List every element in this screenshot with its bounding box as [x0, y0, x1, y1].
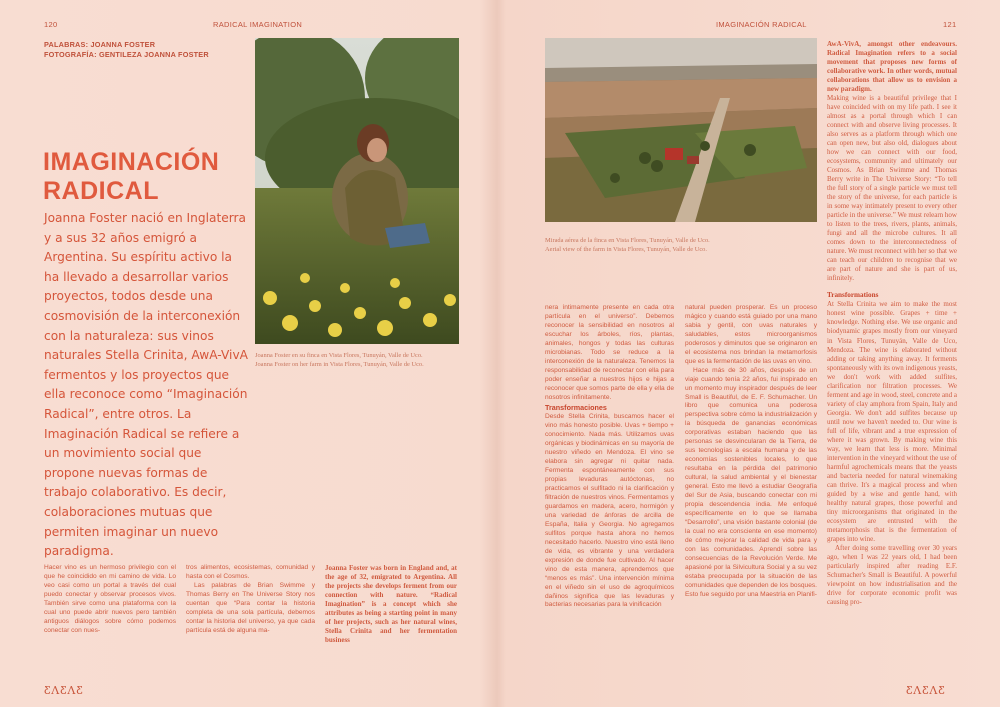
- aerial-caption-es: Mirada aérea de la finca en Vista Flores, Tunuyán, Valle de Uco.: [545, 237, 710, 244]
- right-column-2: [685, 304, 817, 646]
- left-column-2-para-2: Las palabras de Brian Swimme y Thomas Berry en The Universe Story nos cuentan que “Para contar la historia completa de una sola partícula, debemos contar la historia del universo, ya que cada partícula está de alguna ma-: [186, 581, 315, 634]
- english-para-3: After doing some travelling over 30 years ago, when I was 22 years old, I had been particularly inspired after reading E.F. Schumacher's Small is Beautiful. A powerful viewpoint on how industrialisation and the drive for corporate economic profit was causing pro-: [827, 543, 957, 606]
- credits: [44, 40, 209, 60]
- right-column-3-english: [827, 40, 957, 646]
- right-running-head: IMAGINACIÓN RADICAL: [716, 20, 807, 29]
- left-column-2-para-1: tros alimentos, ecosistemas, comunidad y hasta con el Cosmos.: [186, 564, 315, 580]
- right-column-2-para-2: Hace más de 30 años, después de un viaje cuando tenía 22 años, fui inspirado en un momento muy inspirador después de leer Small is Beautiful, de E. F. Schumacher. Un libro que comunica una poderosa perspectiva sobre cómo la industrialización y la búsqueda de ganancias económicas corporativas estaban haciendo que las personas se desvincularan de la Tierra, de sus tecnologías a escala humana y de las economías sostenibles locales, lo que resultaba en la pérdida del patrimonio cultural, la salud ambiental y el bienestar general. Esto me llevó a estudiar Geografía del Sur de Asia, buscando conectar con mi propia descendencia india. Me enfoqué específicamente en lo que se llamaba “Desarrollo”, una visión bastante colonial (de la cual no era consciente en ese momento) de cómo mejorar la calidad de vida para y con las comunidades. Aprendí sobre las consecuencias de la Revolución Verde. Me apasioné por la Silvicultura Social y a su vez estaba preocupada por la situación de las comunidades que dependen de los bosques. Esto fue seguido por una Maestría en Planifi-: [685, 366, 817, 598]
- portrait-photo: [255, 38, 459, 344]
- right-column-1: [545, 304, 674, 646]
- portrait-caption-en: Joanna Foster on her farm in Vista Flores, Tunuyán, Valle de Uco.: [255, 361, 424, 368]
- right-column-2-para-1: natural pueden prosperar. Es un proceso mágico y cuando está guiado por una mano sabia y gentil, con uvas naturales y saludables, estos microorganismos poderosos y diminutos que se originaron en el ecosistema nos brindan la metamorfosis que es la fermentación de las uvas en vino.: [685, 304, 817, 365]
- left-column-1: [44, 564, 176, 646]
- left-running-head: RADICAL IMAGINATION: [213, 20, 303, 29]
- left-column-2: [186, 564, 315, 646]
- left-column-1-text: Hacer vino es un hermoso privilegio con el que he coincidido en mi camino de vida. Lo veo casi como un portal a través del cual puedo conectar y observar procesos vivos. También sirve como una plataforma con la cual uno puede abrir nuevos pero también antiguos diálogos sobre cómo podemos conectar con nues-: [44, 564, 176, 634]
- subhead-transformaciones: Transformaciones: [545, 403, 607, 413]
- credit-words: PALABRAS: JOANNA FOSTER: [44, 40, 156, 49]
- left-column-3-english: [325, 564, 457, 646]
- lead-paragraph: Joanna Foster nació en Inglaterra y a sus 32 años emigró a Argentina. Su espíritu activo la ha llevado a desarrollar varios proyectos, todos desde una cosmovisión de la interconexión con la naturaleza: sus vinos naturales Stella Crinita, AwA-VivA fermentos y los proyectos que ella reconoce como “Imaginación Radical”, entre otros. La Imaginación Radical se refiere a un movimiento social que propone nuevas formas de trabajo colaborativo. Es decir, colaboraciones mutuas que permiten imaginar un nuevo paradigma.: [44, 211, 248, 559]
- aerial-photo: [545, 38, 817, 222]
- subhead-transformations: Transformations: [827, 291, 879, 300]
- right-folio: 121: [943, 20, 957, 29]
- english-intro-bold: AwA-VivA, amongst other endeavours. Radical Imagination refers to a social movement that proposes new forms of collaborative work. In other words, mutual collaborations that allow us to envision a new paradigm.: [827, 40, 957, 94]
- portrait-caption-es: Joanna Foster en su finca en Vista Flores, Tunuyán, Valle de Uco.: [255, 352, 423, 359]
- title-block: [43, 148, 253, 206]
- right-column-1-para-2: Desde Stella Crinita, buscamos hacer el vino más honesto posible. Uvas + tiempo + conocimiento. Nada más. Utilizamos uvas orgánicas y biodinámicas en su mayoría de nuestro viñedo en Mendoza. El vino se elabora sin agregar ni quitar nada. Fermenta espontáneamente con sus propias levaduras autóctonas, no practicamos el sulfitado ni la clarificación y filtración de nuestros vinos. Fermentamos y guardamos en madera, acero, hormigón y una variedad de ánforas de arcilla de España, Italia y Georgia. No agregamos sulfitos porque hasta ahora no hemos necesitado hacerlo. Nuestro vino está lleno de vida, es vibrante y una verdadera expresión de donde fue cultivado. Al hacer vino de esta manera, aprendemos que “menos es más”. Una intervención mínima en el viñedo sin el uso de agroquímicos dañinos significa que las levaduras y bacterias necesarias para la vinificación: [545, 413, 674, 609]
- left-column-3-text: Joanna Foster was born in England and, at the age of 32, emigrated to Argentina. All the projects she develops ferment from our connection with nature. “Radical Imagination” is a concept which she attributes as being a starting point in many of her projects, such as her natural wines, Stella Crinita and her fermentation business: [325, 564, 457, 645]
- credit-photo: FOTOGRAFÍA: GENTILEZA JOANNA FOSTER: [44, 50, 209, 59]
- left-footer-logo: ƸɅƸɅƸ: [44, 684, 84, 697]
- portrait-caption: [255, 351, 475, 369]
- right-column-1-para-1: nera íntimamente presente en cada otra partícula en el universo”. Debemos reconocer la sensibilidad en nosotros al escuchar los árboles, ríos, plantas, animales, hongos y todas las culturas microbianas. Todo se reduce a la interconexión de la naturaleza. Tenemos la responsabilidad de reconectar con ella para poder enseñar a nuestros hijos e hijas a reconocer que somos parte de ella y ella de nosotros infinitamente.: [545, 304, 674, 401]
- aerial-caption: [545, 236, 775, 254]
- english-para-2: At Stella Crinita we aim to make the most honest wine possible. Grapes + time + knowledge. Nothing else. We use organic and biodynamic grapes mostly from our vineyard in Vista Flores, Tunuyán, Valle de Uco, Mendoza. The wine is elaborated without adding or taking anything away. It ferments spontaneously with its own indigenous yeasts, we don't work with added sulfites, clarification nor filtration processes. We ferment and age in wood, steel, concrete and a variety of clay amphora from Spain, Italy and Georgia. We don't add sulfites because up until now we haven't needed to. Our wine is full of life, vibrant and a true expression of where it was grown. By making wine this way, we learn that less is more. Minimal intervention in the vineyard without the use of harmful agrochemicals means that the yeasts and bacteria needed for natural winemaking can thrive. It's a magical process and when guided by a wise and gentle hand, with healthy natural grapes, those powerful and tiny microorganisms that originated in the ecosystem are entrusted with the metamorphosis that is the fermentation of grapes into wine.: [827, 300, 957, 543]
- aerial-caption-en: Aerial view of the farm in Vista Flores, Tunuyán, Valle de Uco.: [545, 246, 707, 253]
- english-para-1: Making wine is a beautiful privilege that I have coincided with on my life path. I see it almost as a portal through which I can connect with and observe living processes. It also serves as a platform through which one can open new, but also old, dialogues about how we can connect with our food, ecosystems, community and ultimately our Cosmos. As Brian Swimme and Thomas Berry write in The Universe Story: “To tell the full story of a single particle we must tell the story of the universe, for each particle is in some way intimately present to every other particle in the universe.” We must relearn how to listen to the trees, rivers, plants, animals, fungi and all the microbe cultures. It all comes down to the interconnectedness of nature. We must reconnect with her so that we can teach our children to recognise that we are part of nature and she is part of us, infinitely.: [827, 94, 957, 283]
- title-line-1: IMAGINACIÓN: [43, 148, 220, 176]
- page-title: [43, 148, 253, 206]
- title-line-2: RADICAL: [43, 177, 159, 205]
- right-footer-logo: ƸɅƸɅƸ: [906, 684, 946, 697]
- left-folio: 120: [44, 20, 58, 29]
